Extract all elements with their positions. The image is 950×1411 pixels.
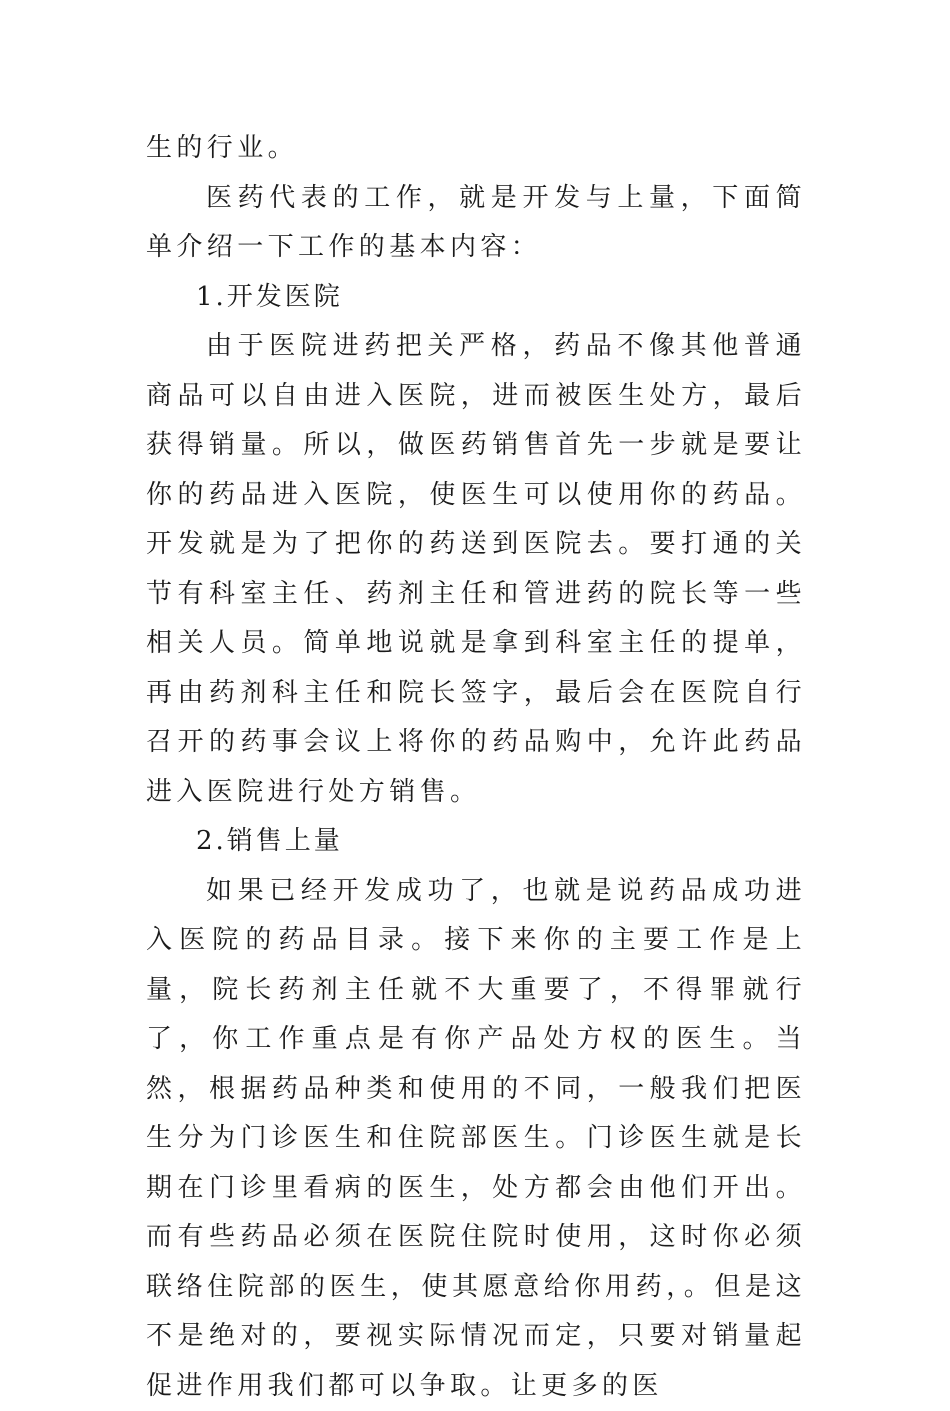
paragraph-intro: 医药代表的工作，就是开发与上量，下面简单介绍一下工作的基本内容： (146, 174, 806, 273)
section-heading-sales-volume: 2.销售上量 (146, 817, 806, 867)
section-heading-develop-hospital: 1.开发医院 (146, 273, 806, 323)
paragraph-develop-hospital: 由于医院进药把关严格，药品不像其他普通商品可以自由进入医院，进而被医生处方，最后获得销量。所以，做医药销售首先一步就是要让你的药品进入医院，使医生可以使用你的药品。开发就是为了把你的药送到医院去。要打通的关节有科室主任、药剂主任和管进药的院长等一些相关人员。简单地说就是拿到科室主任的提单，再由药剂科主任和院长签字，最后会在医院自行召开的药事会议上将你的药品购中，允许此药品进入医院进行处方销售。 (146, 322, 806, 817)
paragraph-continuation: 生的行业。 (146, 124, 806, 174)
document-body (146, 124, 806, 1411)
paragraph-sales-volume: 如果已经开发成功了，也就是说药品成功进入医院的药品目录。接下来你的主要工作是上量，院长药剂主任就不大重要了，不得罪就行了，你工作重点是有你产品处方权的医生。当然，根据药品种类和使用的不同，一般我们把医生分为门诊医生和住院部医生。门诊医生就是长期在门诊里看病的医生，处方都会由他们开出。而有些药品必须在医院住院时使用，这时你必须联络住院部的医生，使其愿意给你用药，。但是这不是绝对的，要视实际情况而定，只要对销量起促进作用我们都可以争取。让更多的医 (146, 867, 806, 1411)
